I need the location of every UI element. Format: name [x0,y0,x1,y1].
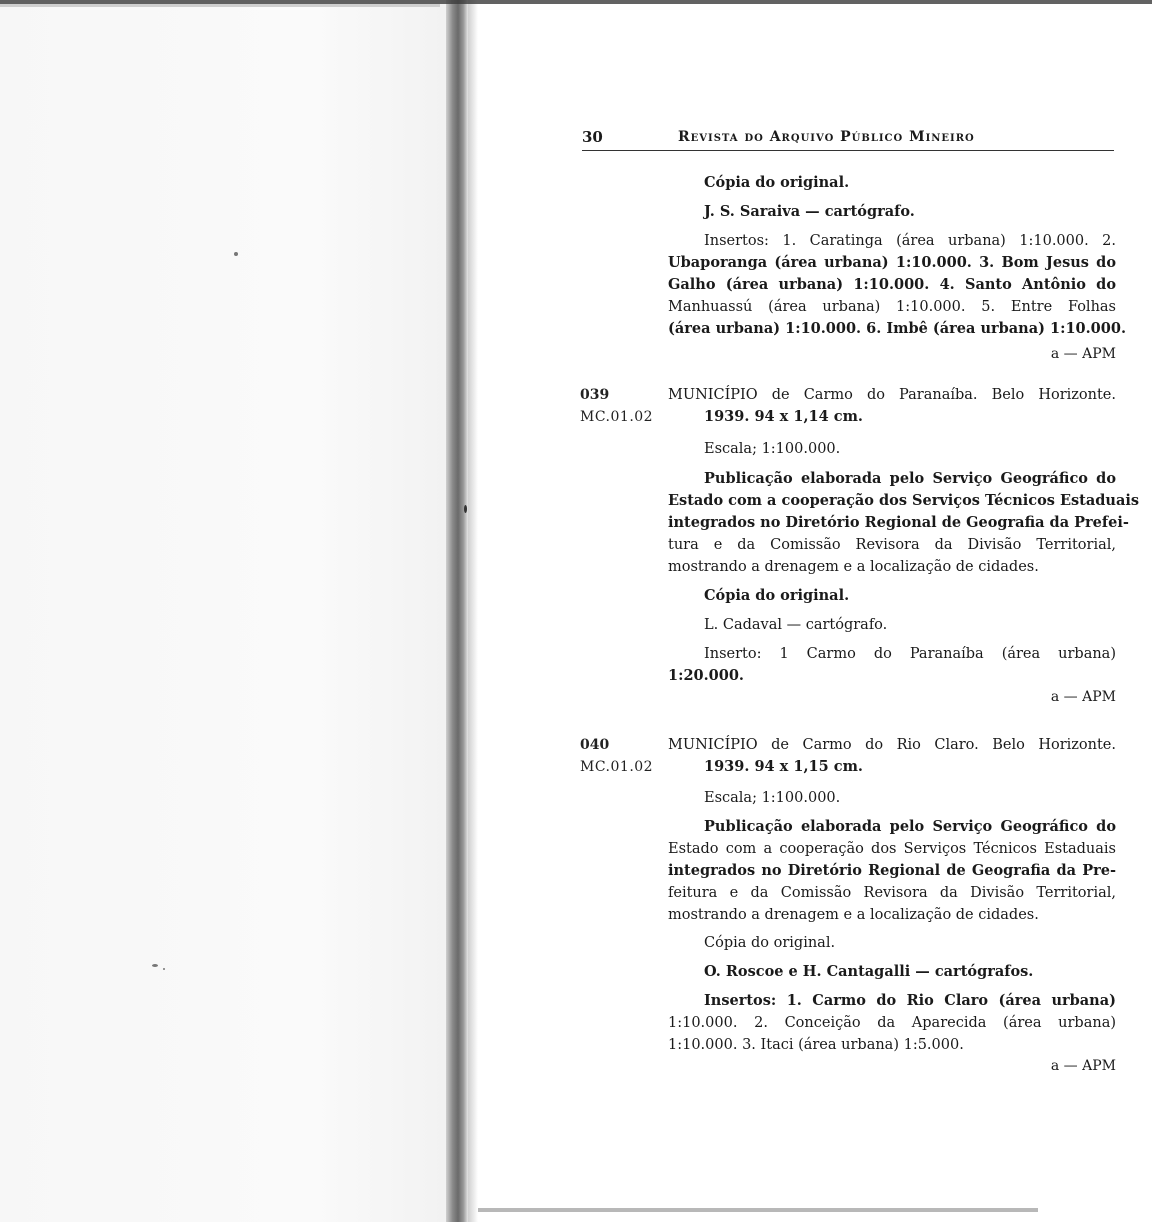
insets-line: 1:10.000. 3. Itaci (área urbana) 1:5.000. [668,1037,964,1053]
entry-title-line: MUNICÍPIO de Carmo do Rio Claro. Belo Horizonte. [668,737,1116,753]
entry-title-line: 1939. 94 x 1,15 cm. [704,758,863,775]
entry-title [668,384,1116,428]
entry-description [668,816,1116,926]
scan-speck [163,968,165,970]
description-line: mostrando a drenagem e a localização de cidades. [668,907,1039,923]
insets-line: Inserto: 1 Carmo do Paranaíba (área urbana) [704,646,1116,662]
insets-line: Ubaporanga (área urbana) 1:10.000. 3. Bom Jesus do [668,254,1116,271]
entry-title [668,734,1116,778]
insets-line: 1:10.000. 2. Conceição da Aparecida (área urbana) [668,1015,1116,1031]
entry-title-line: 1939. 94 x 1,14 cm. [704,408,863,425]
entry-scale: Escala; 1:100.000. [704,441,841,457]
description-line: feitura e da Comissão Revisora da Divisão Territorial, [668,885,1116,901]
entry-title-line: MUNICÍPIO de Carmo do Paranaíba. Belo Horizonte. [668,387,1116,403]
insets-paragraph [668,230,1126,340]
entry-identifier [580,734,653,778]
entry-scale: Escala; 1:100.000. [704,790,841,806]
source-note: a — APM [1050,346,1116,362]
header-rule [582,150,1114,151]
insets-paragraph [668,643,1116,687]
insets-line: (área urbana) 1:10.000. 6. Imbê (área urbana) 1:10.000. [668,320,1126,337]
cartographer-credit: L. Cadaval — cartógrafo. [704,617,888,633]
description-line: integrados no Diretório Regional de Geografia da Pre- [668,862,1116,879]
running-title: Revista do Arquivo Público Mineiro [678,129,975,145]
entry-number: 040 [580,737,610,753]
description-line: Estado com a cooperação dos Serviços Técnicos Estaduais [668,492,1140,509]
description-line: integrados no Diretório Regional de Geografia da Prefei- [668,514,1129,531]
entry-description [668,468,1140,578]
description-line: Publicação elaborada pelo Serviço Geográfico do [704,470,1116,487]
blank-left-page [0,0,448,1222]
cartographer-credit: O. Roscoe e H. Cantagalli — cartógrafos. [704,963,1034,980]
entry-number: 039 [580,387,610,403]
scan-top-edge-light [0,4,440,7]
scan-speck [234,252,238,256]
book-gutter [446,0,468,1222]
insets-line: Insertos: 1. Caratinga (área urbana) 1:10.000. 2. [704,233,1116,249]
scan-speck [152,964,158,967]
description-line: tura e da Comissão Revisora da Divisão Territorial, [668,537,1116,553]
insets-line: 1:20.000. [668,667,744,684]
description-line: Estado com a cooperação dos Serviços Técnicos Estaduais [668,841,1116,857]
cartographer-credit: J. S. Saraiva — cartógrafo. [704,203,915,220]
scan-bottom-edge [478,1208,1038,1212]
insets-paragraph [668,990,1116,1056]
insets-line: Insertos: 1. Carmo do Rio Claro (área urbana) [704,992,1116,1009]
copy-note: Cópia do original. [704,174,850,191]
entry-identifier [580,384,653,428]
description-line: Publicação elaborada pelo Serviço Geográfico do [704,818,1116,835]
source-note: a — APM [1050,1058,1116,1074]
copy-note: Cópia do original. [704,935,836,951]
description-line: mostrando a drenagem e a localização de cidades. [668,559,1039,575]
scan-speck [464,505,467,513]
insets-line: Manhuassú (área urbana) 1:10.000. 5. Entre Folhas [668,299,1116,315]
running-header [582,128,1114,150]
entry-code: MC.01.02 [580,409,654,425]
entry-code: MC.01.02 [580,759,654,775]
gutter-shadow [468,0,478,1222]
copy-note: Cópia do original. [704,587,850,604]
insets-line: Galho (área urbana) 1:10.000. 4. Santo Antônio do [668,276,1116,293]
source-note: a — APM [1050,689,1116,705]
page-number: 30 [582,128,603,146]
